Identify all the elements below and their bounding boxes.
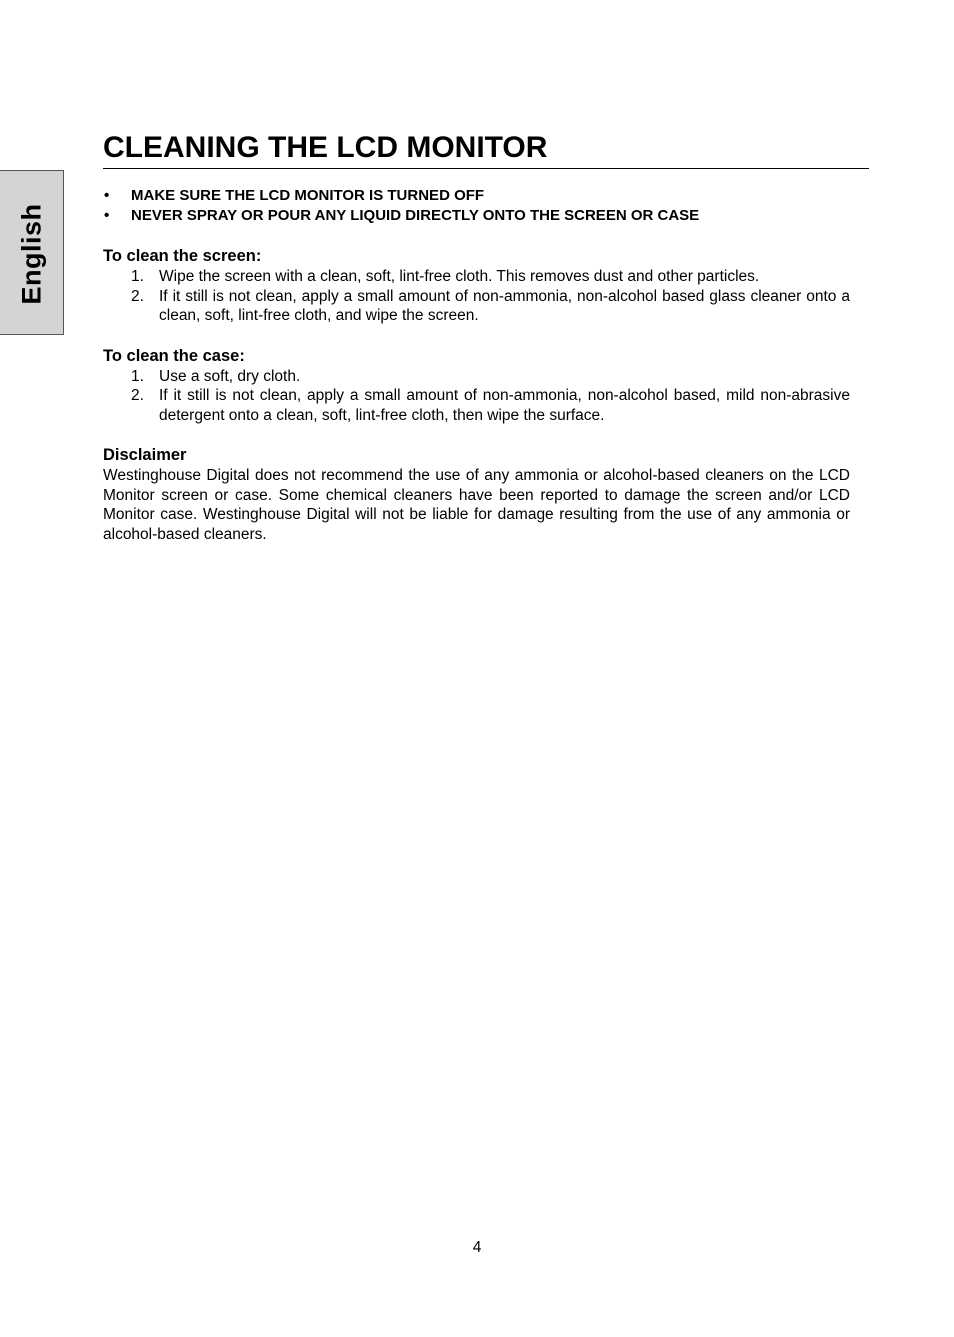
page-title: CLEANING THE LCD MONITOR bbox=[103, 128, 869, 169]
step-text: Wipe the screen with a clean, soft, lint-free cloth. This removes dust and other particles. bbox=[159, 268, 760, 285]
disclaimer-text: Westinghouse Digital does not recommend the use of any ammonia or alcohol-based cleaners on the LCD Monitor screen or case. Some chemical cleaners have been reported to damage the screen and/or LCD Monitor case. Westinghouse Digital will not be liable for damage resulting from the use of any ammonia or alcohol-based cleaners. bbox=[103, 467, 850, 543]
warning-list bbox=[103, 186, 869, 226]
warning-text: NEVER SPRAY OR POUR ANY LIQUID DIRECTLY ONTO THE SCREEN OR CASE bbox=[131, 207, 700, 224]
step-text: If it still is not clean, apply a small amount of non-ammonia, non-alcohol based, mild non-abrasive detergent onto a clean, soft, lint-free cloth, then wipe the surface. bbox=[159, 387, 850, 424]
page-number: 4 bbox=[472, 1239, 482, 1256]
warning-text: MAKE SURE THE LCD MONITOR IS TURNED OFF bbox=[131, 187, 485, 204]
step-number: 2. bbox=[131, 287, 144, 305]
case-cleaning-steps bbox=[103, 367, 850, 426]
bullet-icon: • bbox=[104, 187, 110, 204]
language-tab bbox=[0, 170, 64, 335]
step-number: 1. bbox=[131, 268, 144, 285]
warning-item bbox=[103, 206, 869, 226]
bullet-icon: • bbox=[104, 207, 110, 224]
warning-item bbox=[103, 186, 869, 206]
list-item bbox=[103, 386, 850, 425]
list-item bbox=[103, 287, 850, 326]
step-text: If it still is not clean, apply a small amount of non-ammonia, non-alcohol based glass cleaner onto a clean, soft, lint-free cloth, and wipe the screen. bbox=[159, 287, 850, 324]
list-item bbox=[103, 267, 850, 287]
step-text: Use a soft, dry cloth. bbox=[159, 367, 301, 385]
screen-cleaning-heading: To clean the screen: bbox=[103, 247, 262, 265]
case-cleaning-heading: To clean the case: bbox=[103, 346, 245, 365]
language-tab-label: English bbox=[16, 203, 47, 305]
screen-cleaning-steps bbox=[103, 267, 850, 326]
step-number: 1. bbox=[131, 367, 144, 385]
disclaimer-heading: Disclaimer bbox=[103, 446, 187, 464]
list-item bbox=[103, 367, 850, 387]
page-content bbox=[103, 128, 869, 544]
step-number: 2. bbox=[131, 387, 144, 404]
